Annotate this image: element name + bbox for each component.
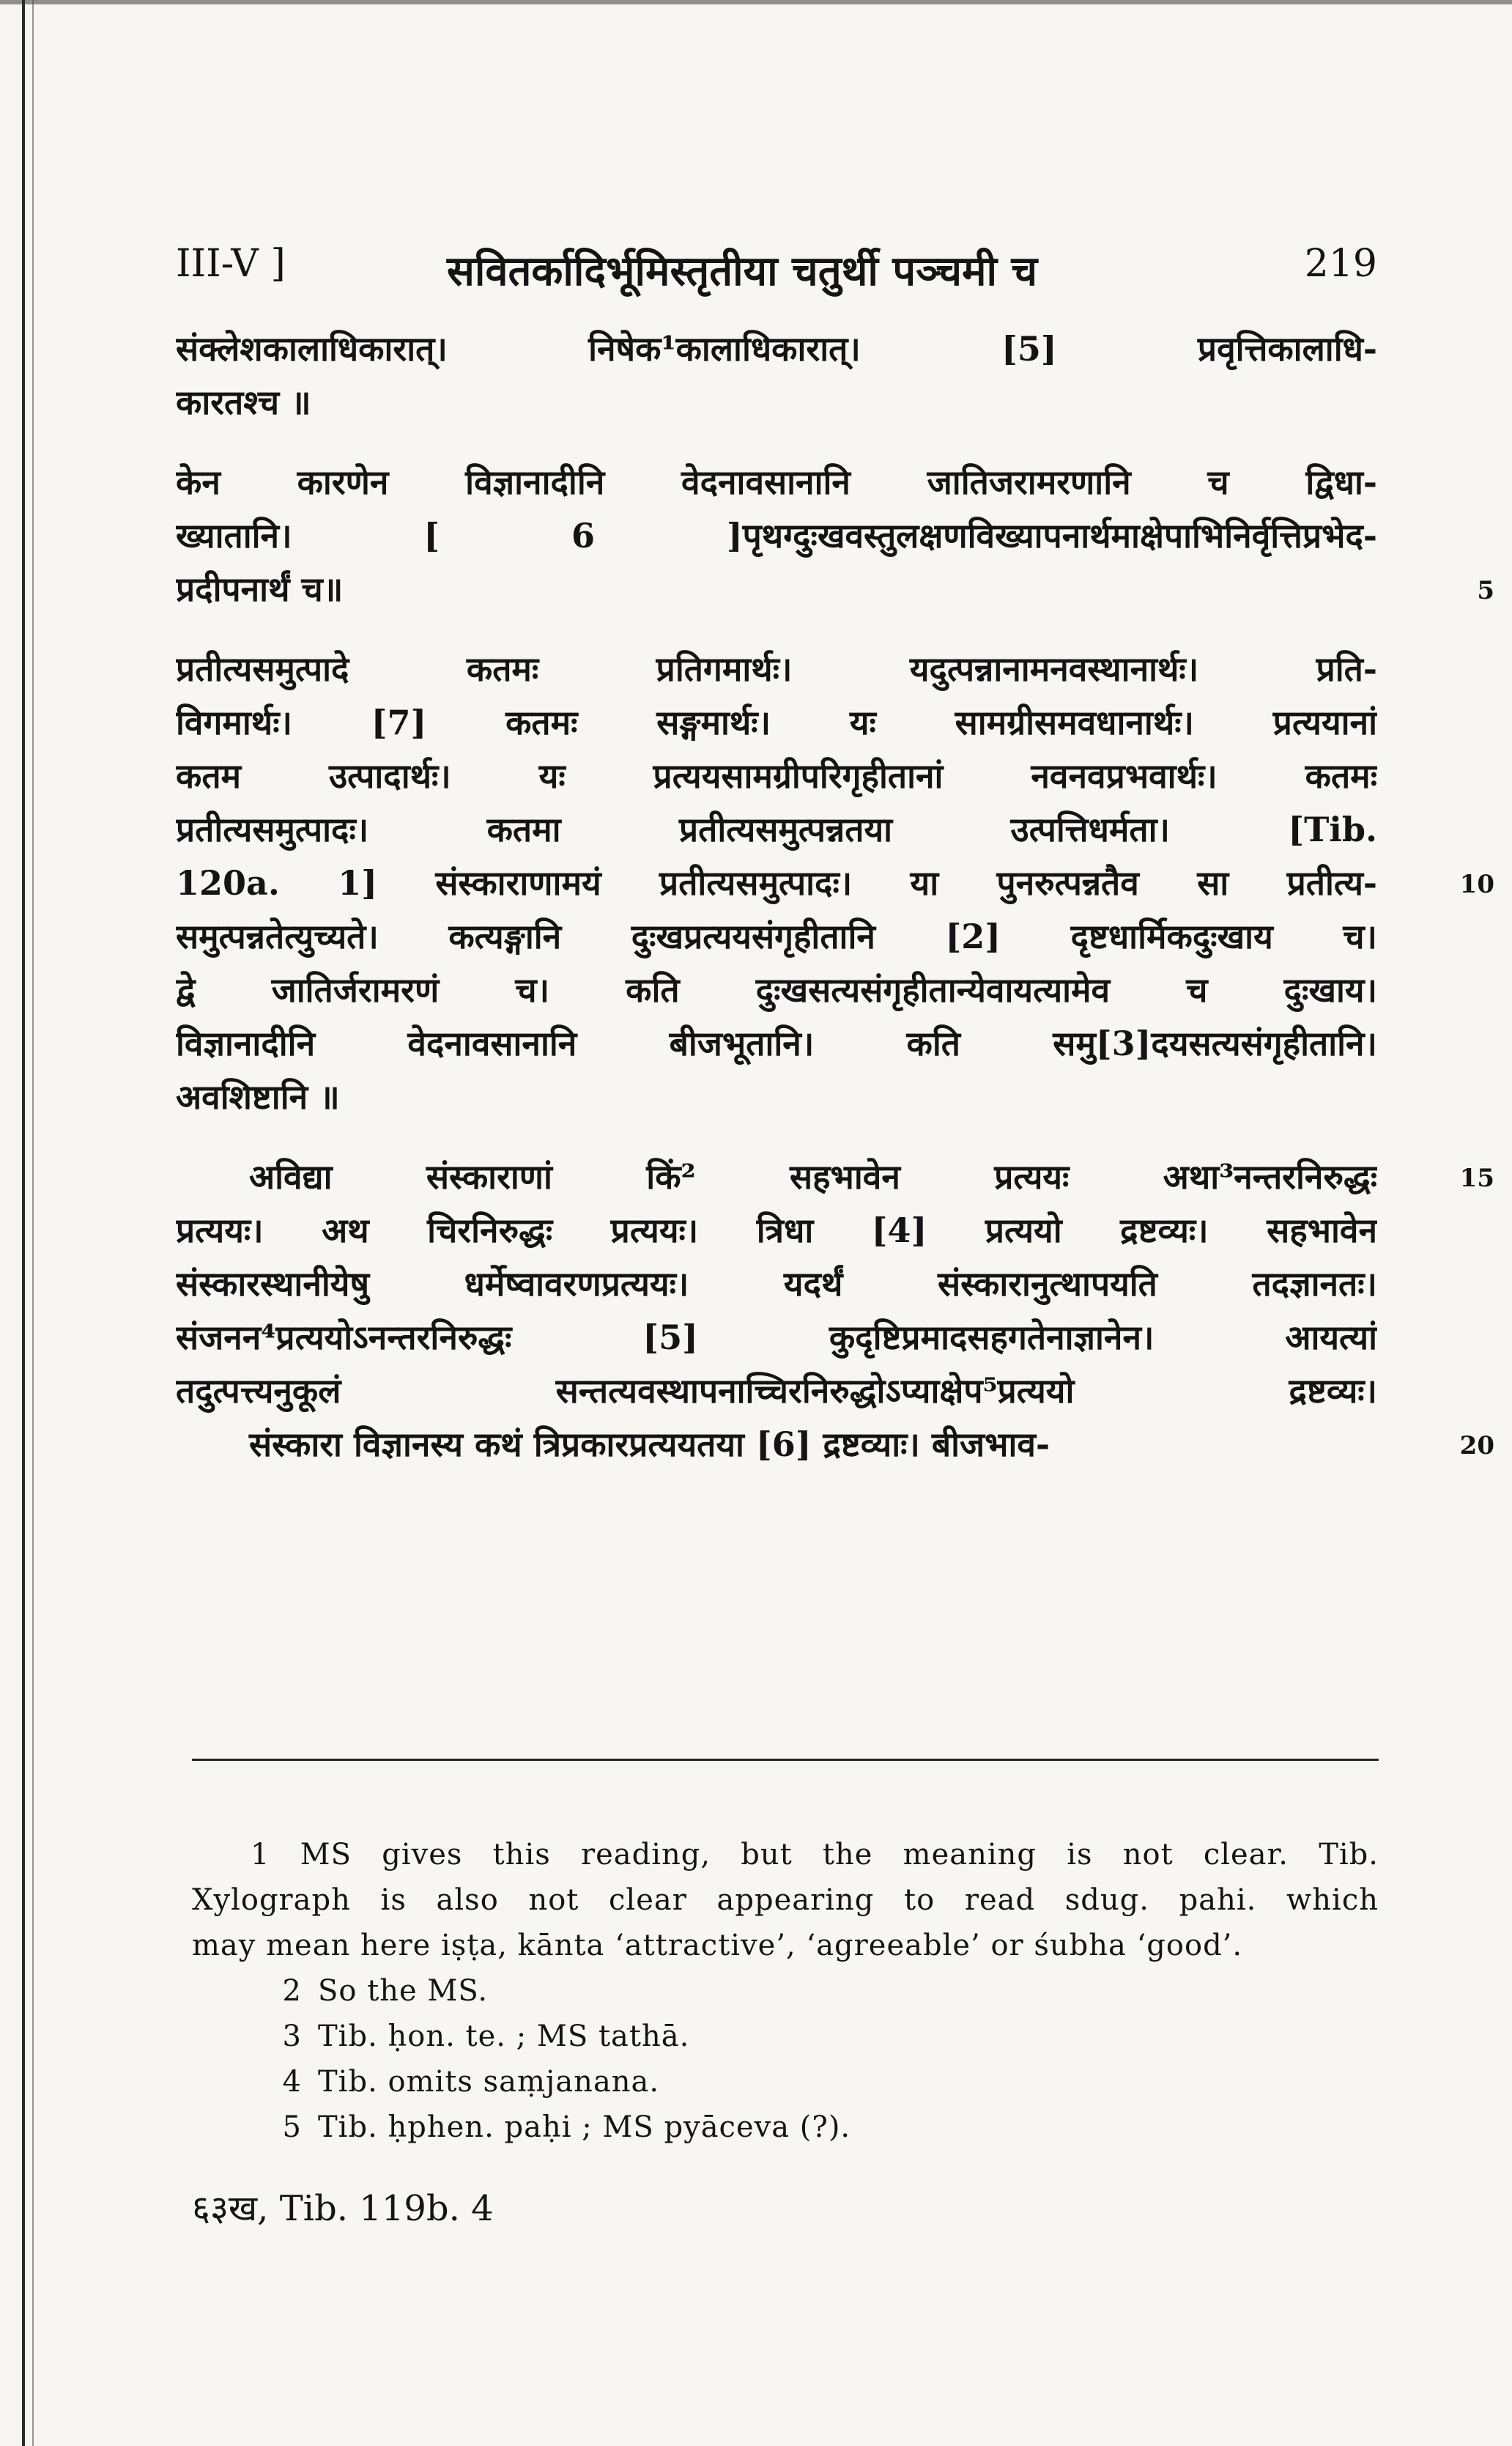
page-number: 219 <box>1304 242 1377 286</box>
text-line: संस्कारा विज्ञानस्य कथं त्रिप्रकारप्रत्ययतया [6] द्रष्टव्याः। बीजभाव- <box>249 1425 1050 1464</box>
line-number: 20 <box>1459 1431 1494 1460</box>
text-line-row <box>176 1418 1494 1471</box>
page-binding-edge <box>22 0 25 2446</box>
text-line: अविद्या संस्काराणां किं² सहभावेन प्रत्ययः अथा³नन्तरनिरुद्धः <box>249 1157 1377 1197</box>
footnote-5 <box>192 2105 1379 2150</box>
footnote-number: 4 <box>282 2065 302 2099</box>
text-line-row <box>176 643 1377 696</box>
footnote-1-line <box>192 1923 1379 1968</box>
footnote-text: So the MS. <box>318 1974 489 2008</box>
text-line-row <box>176 857 1494 910</box>
footnote-4 <box>192 2059 1379 2105</box>
text-line: प्रतीत्यसमुत्पादः। कतमा प्रतीत्यसमुत्पन्नतया उत्पत्तिधर्मता। [Tib. <box>176 810 1377 849</box>
text-line-row <box>176 1071 1377 1124</box>
paragraph <box>176 456 1494 616</box>
text-line: केन कारणेन विज्ञानादीनि वेदनावसानानि जातिजरामरणानि च द्विधा- <box>176 462 1377 502</box>
text-line: विगमार्थः। [7] कतमः सङ्गमार्थः। यः सामग्रीसमवधानार्थः। प्रत्ययानां <box>176 703 1377 742</box>
text-line: तदुत्पत्त्यनुकूलं सन्तत्यवस्थापनाच्चिरनिरुद्धोऽप्याक्षेप⁵प्रत्ययो द्रष्टव्यः। <box>176 1371 1377 1411</box>
text-line: संक्लेशकालाधिकारात्। निषेक¹कालाधिकारात्। [5] प्रवृत्तिकालाधि- <box>176 329 1377 369</box>
text-line-row <box>176 750 1377 803</box>
text-line-row <box>176 1150 1494 1204</box>
page-binding-edge-shadow <box>32 0 34 2446</box>
footnote-text: Tib. ḥphen. paḥi ; MS pyāceva (?). <box>318 2110 851 2144</box>
line-number: 15 <box>1459 1164 1494 1193</box>
text-line: संस्कारस्थानीयेषु धर्मेष्वावरणप्रत्ययः। यदर्थं संस्कारानुत्थापयति तदज्ञानतः। <box>176 1264 1377 1304</box>
line-number: 10 <box>1459 870 1494 899</box>
text-line: अवशिष्टानि ॥ <box>176 1077 340 1117</box>
footnote-text: Tib. ḥon. te. ; MS tathā. <box>318 2020 690 2053</box>
footnote-number: 3 <box>282 2020 302 2053</box>
main-text <box>176 322 1494 1498</box>
line-number: 5 <box>1477 576 1494 605</box>
text-line: ख्यातानि। [ 6 ]पृथग्दुःखवस्तुलक्षणविख्यापनार्थमाक्षेपाभिनिर्वृत्तिप्रभेद- <box>176 516 1377 555</box>
text-line: समुत्पन्नतेत्युच्यते। कत्यङ्गानि दुःखप्रत्ययसंगृहीतानि [2] दृष्टधार्मिकदुःखाय च। <box>176 917 1377 956</box>
footnote-number: 5 <box>282 2110 302 2144</box>
footnote-number: 2 <box>282 1974 302 2008</box>
text-line-row <box>176 322 1377 376</box>
paragraph <box>176 322 1377 429</box>
text-line: 120a. 1] संस्काराणामयं प्रतीत्यसमुत्पादः। या पुनरुत्पन्नतैव सा प्रतीत्य- <box>176 863 1377 903</box>
text-line: प्रतीत्यसमुत्पादे कतमः प्रतिगमार्थः। यदुत्पन्नानामनवस्थानार्थः। प्रति- <box>176 649 1377 689</box>
running-head <box>176 242 1377 300</box>
footnote-1-line: may mean here iṣṭa, kānta ‘attractive’, ‘agreeable’ or śubha ‘good’. <box>192 1929 1243 1962</box>
footnote-divider <box>192 1759 1379 1761</box>
folio-reference: ६३ख, Tib. 119b. 4 <box>192 2188 494 2229</box>
footnote-1-line <box>192 1877 1379 1923</box>
footnote-1-line: Xylograph is also not clear appearing to read sdug. pahi. which <box>192 1883 1379 1917</box>
text-line-row <box>176 456 1377 509</box>
footnote-text: Tib. omits saṃjanana. <box>318 2065 660 2099</box>
footnote-1 <box>192 1832 1379 1877</box>
text-line: द्वे जातिर्जरामरणं च। कति दुःखसत्यसंगृहीतान्येवायत्यामेव च दुःखाय। <box>176 970 1377 1010</box>
text-line: प्रत्ययः। अथ चिरनिरुद्धः प्रत्ययः। त्रिधा [4] प्रत्ययो द्रष्टव्यः। सहभावेन <box>176 1211 1377 1250</box>
page-top-edge <box>0 0 1512 4</box>
text-line-row <box>176 1257 1377 1311</box>
footnote-2 <box>192 1968 1379 2014</box>
text-line-row <box>176 509 1377 563</box>
section-label: III-V ] <box>176 242 286 286</box>
text-line: प्रदीपनार्थं च॥ <box>176 569 344 609</box>
text-line: कतम उत्पादार्थः। यः प्रत्ययसामग्रीपरिगृहीतानां नवनवप्रभवार्थः। कतमः <box>176 756 1377 796</box>
text-line-row <box>176 910 1377 964</box>
chapter-title: सवितर्कादिर्भूमिस्तृतीया चतुर्थी पञ्चमी च <box>447 247 1038 295</box>
text-line-row <box>176 563 1494 616</box>
footnote-3 <box>192 2014 1379 2059</box>
text-line-row <box>176 1204 1377 1257</box>
paragraph <box>176 643 1494 1124</box>
text-line-row <box>176 376 1377 429</box>
text-line: कारतश्च ॥ <box>176 383 311 422</box>
paragraph <box>176 1150 1494 1471</box>
text-line-row <box>176 1017 1377 1071</box>
text-line-row <box>176 964 1377 1017</box>
footnotes <box>192 1832 1379 2150</box>
text-line-row <box>176 1364 1377 1418</box>
text-line-row <box>176 1311 1377 1364</box>
footnote-1-line: 1 MS gives this reading, but the meaning is not clear. Tib. <box>251 1838 1379 1872</box>
text-line: संजनन⁴प्रत्ययोऽनन्तरनिरुद्धः [5] कुदृष्टिप्रमादसहगतेनाज्ञानेन। आयत्यां <box>176 1318 1377 1357</box>
text-line-row <box>176 803 1377 857</box>
text-line-row <box>176 696 1377 750</box>
text-line: विज्ञानादीनि वेदनावसानानि बीजभूतानि। कति समु[3]दयसत्यसंगृहीतानि। <box>176 1024 1377 1063</box>
